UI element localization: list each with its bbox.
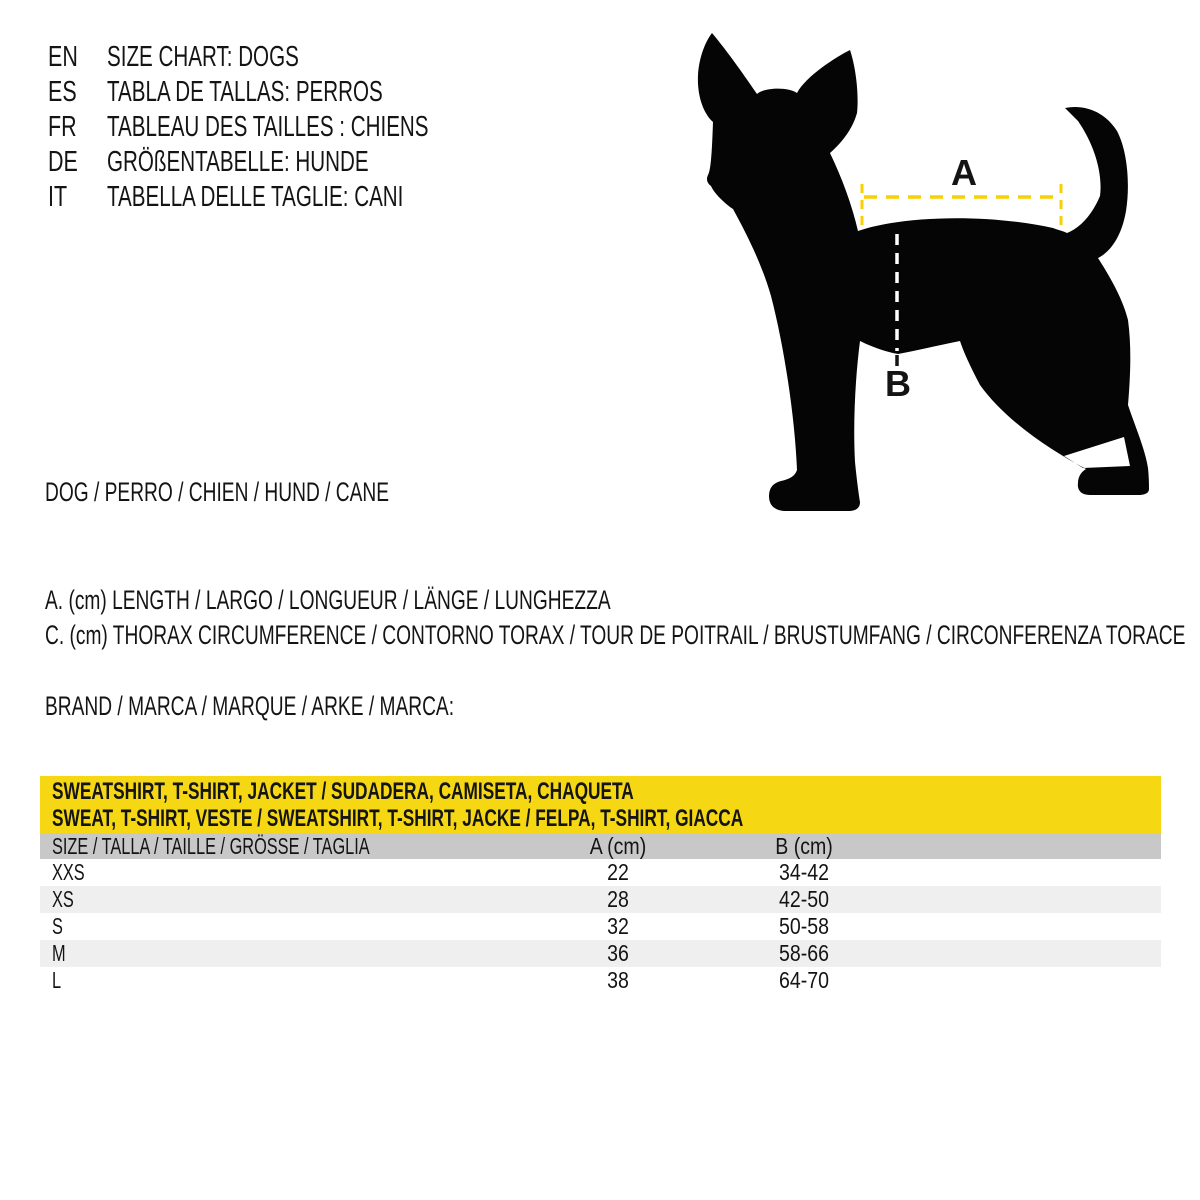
dog-measurement-diagram (680, 25, 1170, 515)
cell-size: L (52, 967, 62, 993)
size-row-m (40, 940, 1161, 967)
language-code: DE (48, 146, 78, 178)
cell-size: XS (52, 886, 74, 912)
banner-line-2: SWEAT, T-SHIRT, VESTE / SWEATSHIRT, T-SHIRT, JACKE / FELPA, T-SHIRT, GIACCA (52, 804, 744, 832)
language-title: SIZE CHART: DOGS (107, 41, 299, 73)
size-row-l (40, 967, 1161, 994)
header-size-label: SIZE / TALLA / TAILLE / GRÖSSE / TAGLIA (52, 832, 370, 859)
dog-silhouette-icon (698, 33, 1149, 511)
size-row-s (40, 913, 1161, 940)
table-header-row (40, 833, 1161, 859)
cell-size: M (52, 940, 66, 966)
cell-size: S (52, 913, 63, 939)
measure-b-label: B (885, 363, 911, 404)
garment-type-banner (40, 776, 1161, 833)
header-col-a: A (cm) (589, 832, 647, 859)
language-code: ES (48, 76, 77, 108)
size-table (40, 776, 1161, 994)
language-title: TABLA DE TALLAS: PERROS (107, 76, 383, 108)
animal-caption: DOG / PERRO / CHIEN / HUND / CANE (45, 477, 390, 507)
legend-line-length: A. (cm) LENGTH / LARGO / LONGUEUR / LÄNGE / LUNGHEZZA (45, 585, 611, 615)
header-col-b: B (cm) (775, 832, 833, 859)
language-title: TABELLA DELLE TAGLIE: CANI (107, 181, 404, 213)
language-row (48, 75, 560, 110)
language-row (48, 110, 560, 145)
language-code: FR (48, 111, 77, 143)
cell-size: XXS (52, 859, 85, 885)
cell-length: 28 (607, 886, 629, 912)
language-code: EN (48, 41, 78, 73)
language-row (48, 40, 560, 75)
cell-length: 36 (607, 940, 629, 966)
legend-line-thorax: C. (cm) THORAX CIRCUMFERENCE / CONTORNO TORAX / TOUR DE POITRAIL / BRUSTUMFANG / CIRCONFERENZA TORACE (45, 620, 1186, 650)
cell-thorax: 34-42 (778, 859, 830, 885)
language-title: GRÖßENTABELLE: HUNDE (107, 146, 369, 178)
cell-length: 22 (607, 859, 629, 885)
cell-thorax: 58-66 (778, 940, 830, 966)
brand-line: BRAND / MARCA / MARQUE / ARKE / MARCA: (45, 691, 455, 721)
measure-a-label: A (951, 152, 977, 193)
language-row (48, 180, 560, 215)
cell-length: 32 (607, 913, 629, 939)
size-row-xxs (40, 859, 1161, 886)
cell-thorax: 64-70 (778, 967, 830, 993)
banner-line-1: SWEATSHIRT, T-SHIRT, JACKET / SUDADERA, CAMISETA, CHAQUETA (52, 777, 634, 805)
language-title: TABLEAU DES TAILLES : CHIENS (107, 111, 429, 143)
language-title-list (48, 40, 560, 215)
cell-thorax: 42-50 (778, 886, 830, 912)
cell-length: 38 (607, 967, 629, 993)
language-code: IT (48, 181, 68, 213)
cell-thorax: 50-58 (778, 913, 830, 939)
size-row-xs (40, 886, 1161, 913)
language-row (48, 145, 560, 180)
